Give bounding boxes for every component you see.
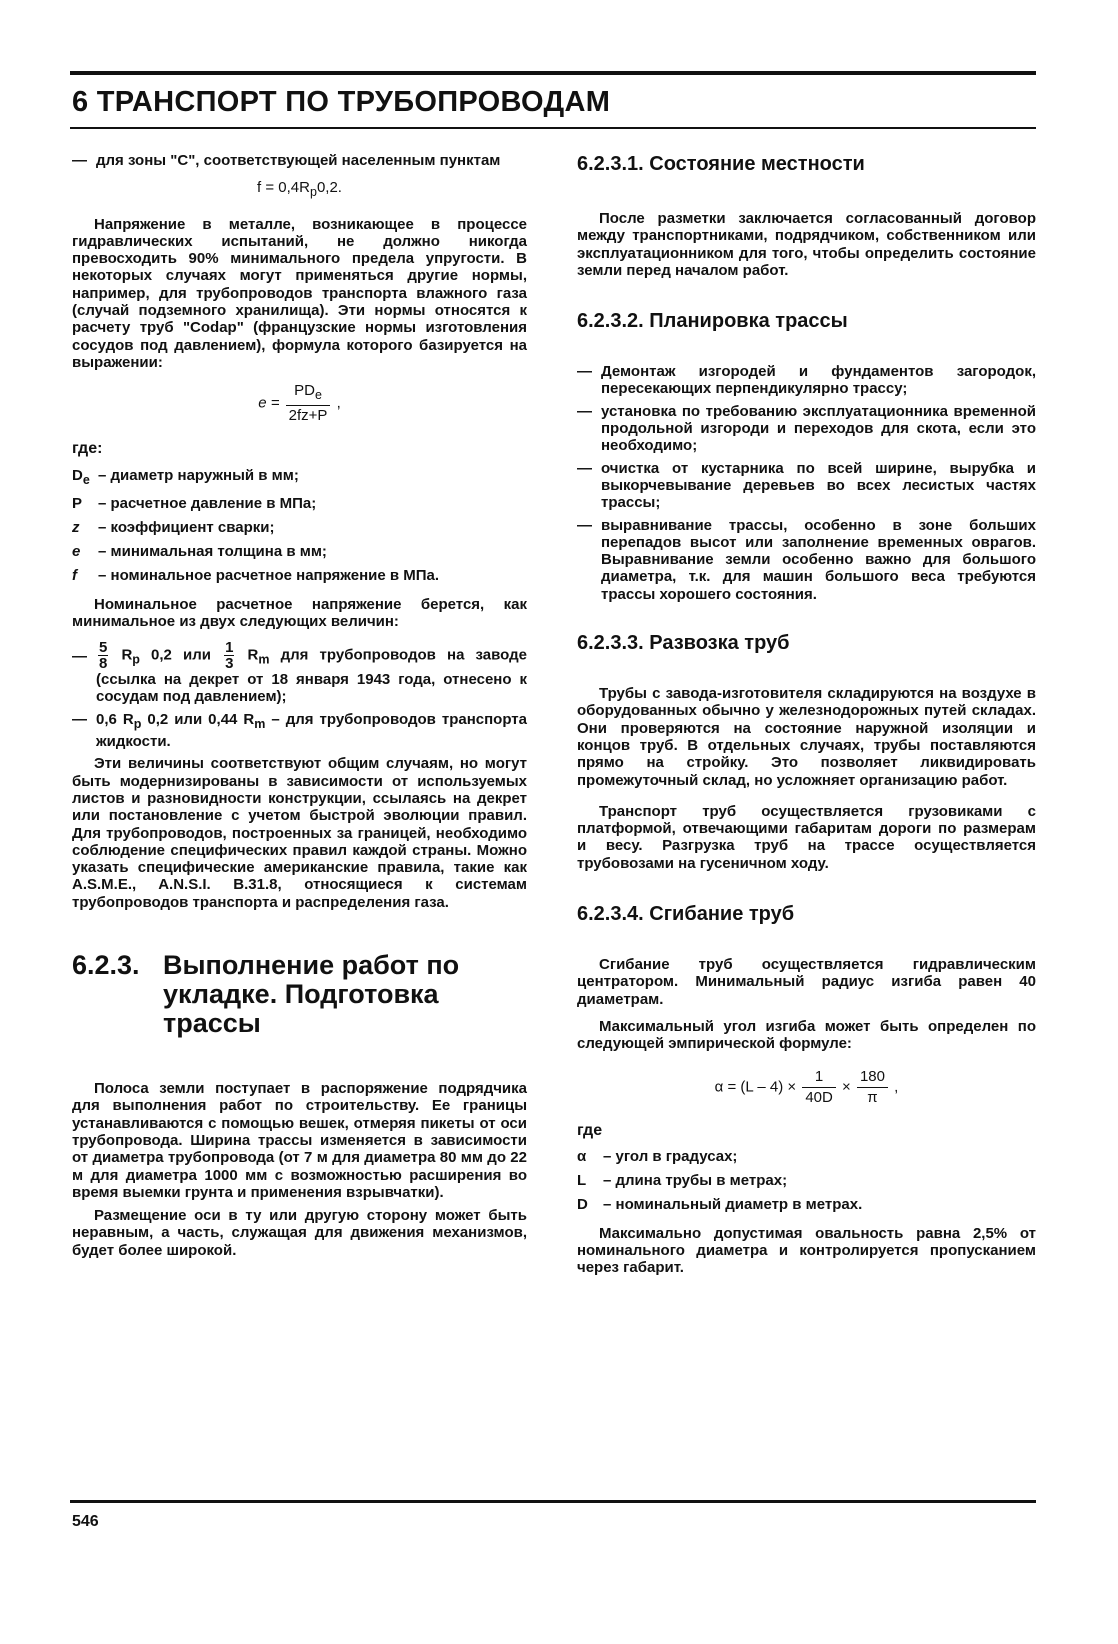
definition-row [577, 1145, 1036, 1169]
formula-f-main: f = 0,4R [257, 179, 310, 197]
formula-alpha-fraction-2: $\frac{180}{\pi}$ [857, 1067, 888, 1108]
list-item: — Демонтаж изгородей и фундаментов загородок, пересекающих перпендикулярно трассу; [577, 363, 1036, 398]
formula-e-tail: , [336, 394, 341, 412]
def-symbol: f [72, 566, 77, 584]
formula-e [72, 381, 527, 426]
where-label: где: [72, 440, 103, 458]
definition-row [577, 1169, 1036, 1193]
stress-item-1-body: $\frac{5}{8}$ $R_p$ 0,2 или $\frac{1}{3}$ $R_m$ для трубопроводов на заводе (ссылка на декрет от 18 января 1943 года, отнесено к сосудам под давлением); [96, 639, 527, 706]
stress-item-1-text: для трубопроводов на заводе (ссылка на декрет от 18 января 1943 года, отнесено к сосудам под давлением); [96, 646, 527, 706]
paragraph-axis-placement: Размещение оси в ту или другую сторону может быть неравным, а часть, служащая для движения механизмов, будет более широкой. [72, 1207, 527, 1259]
formula-f [72, 179, 527, 201]
chapter-title: 6 ТРАНСПОРТ ПО ТРУБОПРОВОДАМ [72, 86, 611, 118]
definition-row [72, 464, 527, 492]
right-column [577, 152, 1036, 1283]
def-text: – номинальное расчетное напряжение в МПа. [98, 566, 440, 584]
formula-alpha: α = (L – 4) × $\frac{1}{40D}$ × $\frac{180}{\pi}$ , [714, 1067, 899, 1106]
def-text: – номинальный диаметр в метрах. [603, 1195, 863, 1213]
zone-item-text: для зоны "C", соответствующей населенным пунктам [96, 152, 501, 169]
paragraph-pipe-transport: Транспорт труб осуществляется грузовиками с платформой, отвечающими габаритам дороги по размерам и весу. Разгрузка труб на трассе осуществляется трубовозами на гусеничном ходу. [577, 802, 1036, 872]
paragraph-stress: Напряжение в металле, возникающее в процессе гидравлических испытаний, не должно никогда превосходить 90% минимального предела упругости. В некоторых случаях могут применяться другие нормы, например, для трубопроводов транспорта влажного газа (случай подземного хранилища). Эти нормы относятся к расчету труб "Codap" (французские нормы изготовления сосудов под давлением), формула которого базируется на выражении: [72, 215, 527, 371]
def-text: – минимальная толщина в мм; [98, 542, 327, 560]
definition-row [72, 492, 527, 516]
formula-f-tail: 0,2. [316, 179, 342, 197]
section-number: 6.2.3. [72, 950, 140, 981]
definition-row [72, 564, 527, 588]
heading-6-2-3-1: 6.2.3.1. Состояние местности [577, 153, 865, 175]
left-column [72, 152, 527, 1265]
def-symbol: α [577, 1147, 587, 1165]
page-number: 546 [72, 1513, 99, 1530]
paragraph-land-strip: Полоса земли поступает в распоряжение подрядчика для выполнения работ по строительству. Ее границы устанавливаются с помощью вешек, отмеряя пикеты от оси трубопровода. Ширина трассы изменяется в зависимости от диаметра трубопровода (от 7 м для диаметра 80 мм до 22 м для диаметра 1000 мм с возможностью расширения во время выемки грунта и применения взрывчатки). [72, 1080, 527, 1201]
bottom-rule [70, 1500, 1036, 1503]
heading-6-2-3-4: 6.2.3.4. Сгибание труб [577, 903, 795, 926]
list-item: — очистка от кустарника по всей ширине, вырубка и выкорчевывание деревьев во всех лесистых частях трассы; [577, 459, 1036, 512]
top-rule [70, 71, 1036, 75]
def-symbol: D [577, 1195, 588, 1213]
def-symbol: $D_e$ [72, 466, 90, 487]
dash-mark: — [72, 152, 87, 169]
def-text: – диаметр наружный в мм; [98, 466, 299, 484]
paragraph-general-cases: Эти величины соответствуют общим случаям, но могут быть модернизированы в зависимости от используемых листов и разновидности конструкции, ссылаясь на декрет или постановление с учетом быстрой эволюции правил. Для трубопроводов, построенных за границей, необходимо соблюдение специфических правил каждой страны. Можно указать специфические американские правила, такие как A.S.M.E., A.N.S.I. B.31.8, относящиеся к системам трубопроводов транспорта и распределения газа. [72, 755, 527, 911]
formula-e-lhs: e = [258, 394, 280, 412]
formula-e-fraction [286, 381, 331, 426]
def-symbol: L [577, 1171, 587, 1189]
definitions-list [577, 1145, 1036, 1217]
formula-alpha-lhs: α = (L – 4) × [714, 1077, 797, 1095]
paragraph-nominal: Номинальное расчетное напряжение берется, как минимальное из двух следующих величин: [72, 595, 527, 630]
formula-f-sub: p [309, 185, 317, 200]
dash-mark: — [72, 648, 87, 666]
title-rule [70, 127, 1036, 129]
stress-item-2 [72, 711, 527, 751]
def-text: – длина трубы в метрах; [603, 1171, 788, 1189]
paragraph-ovality: Максимально допустимая овальность равна 2,5% от номинального диаметра и контролируется пропусканием через габарит. [577, 1224, 1036, 1277]
formula-alpha-fraction-1: $\frac{1}{40D}$ [802, 1067, 836, 1108]
def-text: – коэффициент сварки; [98, 518, 275, 536]
paragraph-max-angle: Максимальный угол изгиба может быть определен по следующей эмпирической формуле: [577, 1017, 1036, 1053]
def-text: – угол в градусах; [603, 1147, 738, 1165]
list-item: — установка по требованию эксплуатационника временной продольной изгороди и переходов для скота, если это необходимо; [577, 402, 1036, 455]
fraction-5-8: $\frac{5}{8}$ [99, 639, 108, 673]
fraction-1-3: $\frac{1}{3}$ [225, 639, 234, 673]
where-label: где [577, 1121, 603, 1139]
section-heading-6-2-3 [72, 951, 527, 1038]
formula-e-numerator: $PD_e$ [286, 381, 331, 406]
stress-item-2-body: 0,6 $R_p$ 0,2 или 0,44 $R_m$ – для трубопроводов транспорта жидкости. [96, 710, 527, 751]
definitions-list [72, 464, 527, 588]
definition-row [72, 516, 527, 540]
formula-e-denominator: 2fz+P [288, 407, 328, 425]
definition-row [72, 540, 527, 564]
def-symbol: z [72, 518, 80, 536]
heading-6-2-3-3: 6.2.3.3. Развозка труб [577, 632, 790, 655]
stress-item-1 [72, 640, 527, 706]
paragraph-pipe-delivery: Трубы с завода-изготовителя складируются на воздухе в оборудованных обычно у железнодорожных путей складах. Они проверяются на состояние наружной изоляции и концов труб. В отдельных случаях, трубы поставляются прямо на стройку. Это позволяет ликвидировать промежуточный склад, но усложняет организацию работ. [577, 685, 1036, 789]
dash-mark: — [72, 710, 87, 728]
def-symbol: P [72, 494, 83, 512]
route-planning-list [577, 363, 1036, 603]
paragraph-terrain-state: После разметки заключается согласованный договор между транспортниками, подрядчиком, собственником или эксплуатационником для того, чтобы определить состояние земли перед началом работ. [577, 210, 1036, 279]
paragraph-pipe-bending: Сгибание труб осуществляется гидравлическим центратором. Минимальный радиус изгиба равен 40 диаметрам. [577, 956, 1036, 1008]
def-symbol: e [72, 542, 81, 560]
section-title: Выполнение работ по укладке. Подготовка трассы [163, 950, 460, 1039]
heading-6-2-3-2: 6.2.3.2. Планировка трассы [577, 310, 848, 333]
def-text: – расчетное давление в МПа; [98, 494, 317, 512]
zone-item [72, 152, 527, 169]
definition-row [577, 1193, 1036, 1217]
list-item: — выравнивание трассы, особенно в зоне больших перепадов высот или заполнение временных оврагов. Выравнивание земли особенно важно для большого диаметра, т.к. для машин большого веса требуются трассы хорошего состояния. [577, 516, 1036, 603]
